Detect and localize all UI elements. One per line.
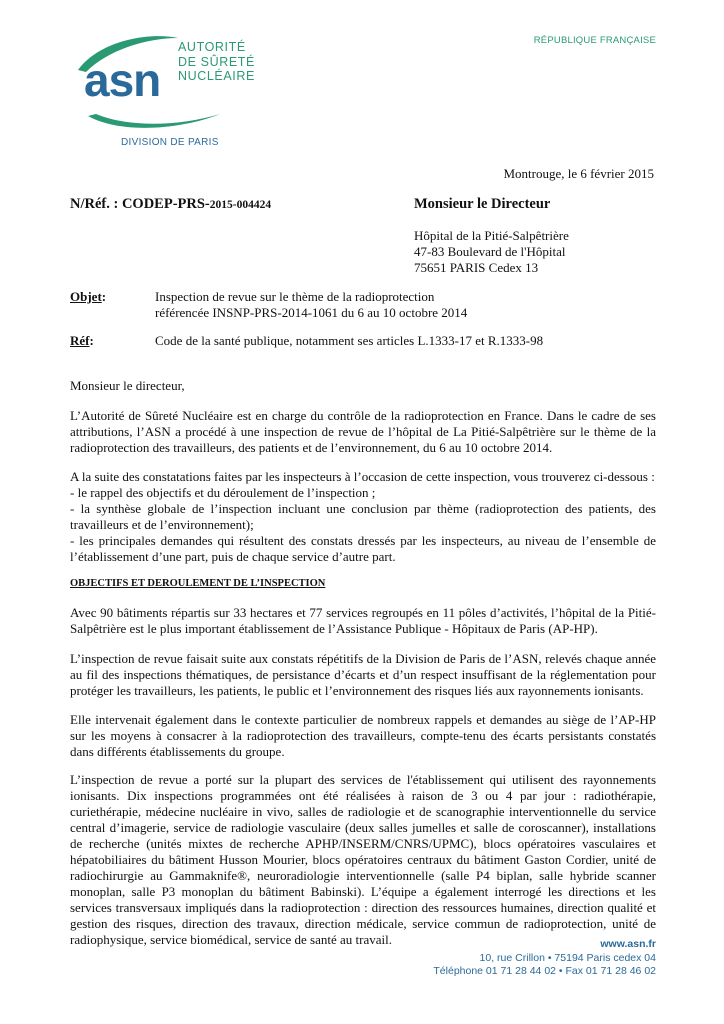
- logo-line2: DE SÛRETÉ: [178, 54, 255, 69]
- logo-line3: NUCLÉAIRE: [178, 69, 255, 83]
- letter-date: Montrouge, le 6 février 2015: [503, 166, 654, 181]
- reference-code: 2015-004424: [209, 199, 272, 211]
- division-label: DIVISION DE PARIS: [121, 137, 219, 148]
- objet-line: référencée INSNP-PRS-2014-1061 du 6 au 10 octobre 2014: [155, 305, 468, 320]
- address-line: Hôpital de la Pitié-Salpêtrière: [414, 228, 569, 243]
- paragraph-2: [70, 469, 656, 565]
- reference-prefix: N/Réf. : CODEP-PRS-: [70, 196, 210, 212]
- addressee: Monsieur le Directeur: [414, 196, 551, 212]
- objet-line: Inspection de revue sur le thème de la radioprotection: [155, 289, 435, 304]
- republique-francaise: RÉPUBLIQUE FRANÇAISE: [533, 35, 656, 46]
- greeting: Monsieur le directeur,: [70, 378, 185, 393]
- list-item: - les principales demandes qui résultent des constats dressés par les inspecteurs, au niveau de l’ensemble de l’établissement d’une part, puis de chaque service d’autre part.: [70, 533, 656, 564]
- recipient-address: [414, 228, 569, 276]
- asn-logo-name: [178, 40, 255, 84]
- paragraph-6: L’inspection de revue a porté sur la plupart des services de l'établissement qui utilisent des rayonnements ionisants. Dix inspections programmées ont été réalisées à raison de 3 ou 4 par jour : radiothérapie, curiethérapie, médecine nucléaire in vivo, salles de radiologie et de scanographie interventionnelle du service central d’imagerie, service de radiologie vasculaire (deux salles jumelles et salle de coroscanner), installations de recherche (unités mixtes de recherche APHP/INSERM/CNRS/UPMC), blocs opératoires vasculaires et hépatobiliaires du bâtiment Husson Mourier, blocs opératoires centraux du bâtiment Gaston Cordier, unité de radiochirurgie au Gammaknife®, neuroradiologie interventionnelle (salle P4 biplan, salle hybride scanner monoplan, salle P3 monoplan du bâtiment Babinski). L’équipe a également interrogé les directions et les services transversaux impliqués dans la radioprotection : direction des ressources humaines, direction qualité et gestion des risques, direction des travaux, direction médicale, service commun de radioprotection, unité de radiophysique, service biomédical, service de santé au travail.: [70, 772, 656, 947]
- list-item: - la synthèse globale de l’inspection incluant une conclusion par thème (radioprotection des patients, des travailleurs et de l’environnement);: [70, 501, 656, 532]
- paragraph-2-intro: A la suite des constatations faites par les inspecteurs à l’occasion de cette inspection, vous trouverez ci-dessous :: [70, 469, 655, 484]
- paragraph-4: L’inspection de revue faisait suite aux constats répétitifs de la Division de Paris de l’ASN, relevés chaque année au fil des inspections thématiques, de persistance d’écarts et d’un respect insuffisant de la réglementation pour protéger les travailleurs, les patients, le public et l’environnement des risques liés aux rayonnements ionisants.: [70, 651, 656, 698]
- asn-logo: [70, 30, 280, 140]
- address-line: 47-83 Boulevard de l'Hôpital: [414, 244, 566, 259]
- address-line: 75651 PARIS Cedex 13: [414, 260, 539, 275]
- reference-number: [70, 196, 271, 213]
- objet-text: [155, 289, 467, 321]
- footer-address: 10, rue Crillon • 75194 Paris cedex 04: [479, 951, 656, 964]
- ref-label: Réf:: [70, 333, 94, 348]
- paragraph-5: Elle intervenait également dans le contexte particulier de nombreux rappels et demandes au siège de l’AP-HP sur les moyens à consacrer à la radioprotection des travailleurs, compte-tenu des écarts persistants constatés dans différents établissements du groupe.: [70, 712, 656, 759]
- website-link[interactable]: www.asn.fr: [600, 938, 656, 950]
- logo-line1: AUTORITÉ: [178, 40, 246, 54]
- footer-phone: Téléphone 01 71 28 44 02 • Fax 01 71 28 46 02: [433, 965, 656, 977]
- list-item: - le rappel des objectifs et du déroulement de l’inspection ;: [70, 485, 376, 500]
- paragraph-1: L’Autorité de Sûreté Nucléaire est en charge du contrôle de la radioprotection en France. Dans le cadre de ses attributions, l’ASN a procédé à une inspection de revue de l’hôpital de La Pitié-Salpêtrière sur le thème de la radioprotection des travailleurs, des patients et de l’environnement, du 6 au 10 octobre 2014.: [70, 408, 656, 455]
- section-title: OBJECTIFS ET DEROULEMENT DE L’INSPECTION: [70, 578, 326, 589]
- ref-text: Code de la santé publique, notamment ses articles L.1333-17 et R.1333-98: [155, 333, 544, 348]
- asn-logo-letters: asn: [84, 54, 161, 106]
- paragraph-3: Avec 90 bâtiments répartis sur 33 hectares et 77 services regroupés en 11 pôles d’activités, l’hôpital de la Pitié-Salpêtrière est le plus important établissement de l’Assistance Publique - Hôpitaux de Paris (AP-HP).: [70, 605, 656, 636]
- objet-label: Objet:: [70, 289, 107, 304]
- footer: [433, 938, 656, 979]
